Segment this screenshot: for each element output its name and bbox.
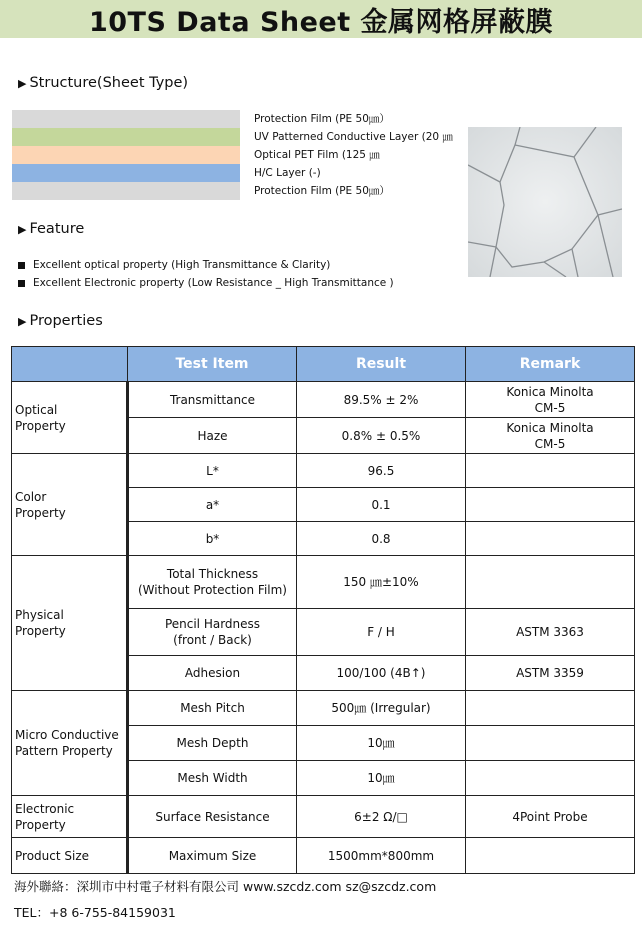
layer-band — [12, 128, 240, 146]
item-cell: Maximum Size — [128, 838, 297, 874]
item-cell: Transmittance — [128, 382, 297, 418]
table-row — [12, 556, 635, 609]
layer-band — [12, 182, 240, 200]
result-cell: 10㎛ — [297, 726, 466, 761]
layer-label: Protection Film (PE 50㎛） — [254, 113, 390, 125]
layer-band — [12, 110, 240, 128]
table-row — [12, 691, 635, 726]
remark-cell — [466, 488, 635, 522]
result-cell: 500㎛ (Irregular) — [297, 691, 466, 726]
properties-table — [11, 346, 635, 874]
item-cell: a* — [128, 488, 297, 522]
result-cell: 96.5 — [297, 454, 466, 488]
remark-cell: 4Point Probe — [466, 796, 635, 838]
table-row — [12, 382, 635, 418]
structure-heading-label: Structure(Sheet Type) — [29, 75, 189, 91]
remark-cell — [466, 761, 635, 796]
item-cell: b* — [128, 522, 297, 556]
remark-cell: Konica Minolta CM-5 — [466, 382, 635, 418]
page-title: 10TS Data Sheet 金属网格屏蔽膜 — [88, 6, 554, 38]
footer-tel: TEL：+8 6-755-84159031 — [14, 905, 176, 920]
header-cell-test-item: Test Item — [128, 347, 297, 382]
result-cell: 0.8 — [297, 522, 466, 556]
triangle-right-icon: ▶ — [18, 314, 27, 328]
table-row — [12, 454, 635, 488]
table-row — [12, 838, 635, 874]
table-header-row — [12, 347, 635, 382]
remark-cell: ASTM 3363 — [466, 609, 635, 656]
category-cell: Electronic Property — [12, 796, 128, 838]
layer-label: UV Patterned Conductive Layer (20 ㎛ — [254, 131, 453, 143]
layer-band — [12, 164, 240, 182]
header-cell-blank — [12, 347, 128, 382]
item-cell: Mesh Width — [128, 761, 297, 796]
structure-heading — [18, 75, 188, 91]
remark-cell — [466, 726, 635, 761]
result-cell: 0.8% ± 0.5% — [297, 418, 466, 454]
category-cell: Physical Property — [12, 556, 128, 691]
result-cell: 0.1 — [297, 488, 466, 522]
header-cell-result: Result — [297, 347, 466, 382]
remark-cell — [466, 454, 635, 488]
remark-cell: ASTM 3359 — [466, 656, 635, 691]
triangle-right-icon: ▶ — [18, 76, 27, 90]
category-cell: Color Property — [12, 454, 128, 556]
item-cell: Surface Resistance — [128, 796, 297, 838]
feature-heading-label: Feature — [29, 221, 85, 237]
result-cell: 100/100 (4B↑) — [297, 656, 466, 691]
layer-stack-diagram — [12, 110, 240, 200]
layer-label: Optical PET Film (125 ㎛ — [254, 149, 380, 161]
properties-heading-label: Properties — [29, 313, 103, 329]
result-cell: F / H — [297, 609, 466, 656]
feature-item — [18, 259, 330, 271]
footer-contact: 海外聯絡：深圳市中村電子材料有限公司 www.szcdz.com sz@szcdz.com — [14, 879, 437, 894]
feature-item — [18, 277, 394, 289]
result-cell: 10㎛ — [297, 761, 466, 796]
remark-cell: Konica Minolta CM-5 — [466, 418, 635, 454]
square-bullet-icon — [18, 262, 25, 269]
category-cell: Micro Conductive Pattern Property — [12, 691, 128, 796]
title-bar — [0, 0, 642, 38]
feature-heading — [18, 221, 84, 237]
layer-label: Protection Film (PE 50㎛） — [254, 185, 390, 197]
layer-band — [12, 146, 240, 164]
result-cell: 1500mm*800mm — [297, 838, 466, 874]
feature-item-text: Excellent optical property (High Transmittance & Clarity) — [33, 259, 331, 271]
result-cell: 150 ㎛±10% — [297, 556, 466, 609]
header-cell-remark: Remark — [466, 347, 635, 382]
item-cell: L* — [128, 454, 297, 488]
layer-labels — [254, 110, 453, 200]
item-cell: Adhesion — [128, 656, 297, 691]
result-cell: 89.5% ± 2% — [297, 382, 466, 418]
properties-heading — [18, 313, 103, 329]
item-cell: Haze — [128, 418, 297, 454]
item-cell: Mesh Depth — [128, 726, 297, 761]
result-cell: 6±2 Ω/□ — [297, 796, 466, 838]
item-cell: Total Thickness (Without Protection Film) — [128, 556, 297, 609]
remark-cell — [466, 691, 635, 726]
remark-cell — [466, 556, 635, 609]
item-cell: Mesh Pitch — [128, 691, 297, 726]
square-bullet-icon — [18, 280, 25, 287]
mesh-micrograph-image — [468, 127, 622, 277]
table-row — [12, 796, 635, 838]
triangle-right-icon: ▶ — [18, 222, 27, 236]
item-cell: Pencil Hardness (front / Back) — [128, 609, 297, 656]
category-cell: Product Size — [12, 838, 128, 874]
remark-cell — [466, 522, 635, 556]
remark-cell — [466, 838, 635, 874]
category-cell: Optical Property — [12, 382, 128, 454]
feature-item-text: Excellent Electronic property (Low Resistance _ High Transmittance ) — [33, 277, 394, 289]
layer-label: H/C Layer (-) — [254, 167, 321, 179]
